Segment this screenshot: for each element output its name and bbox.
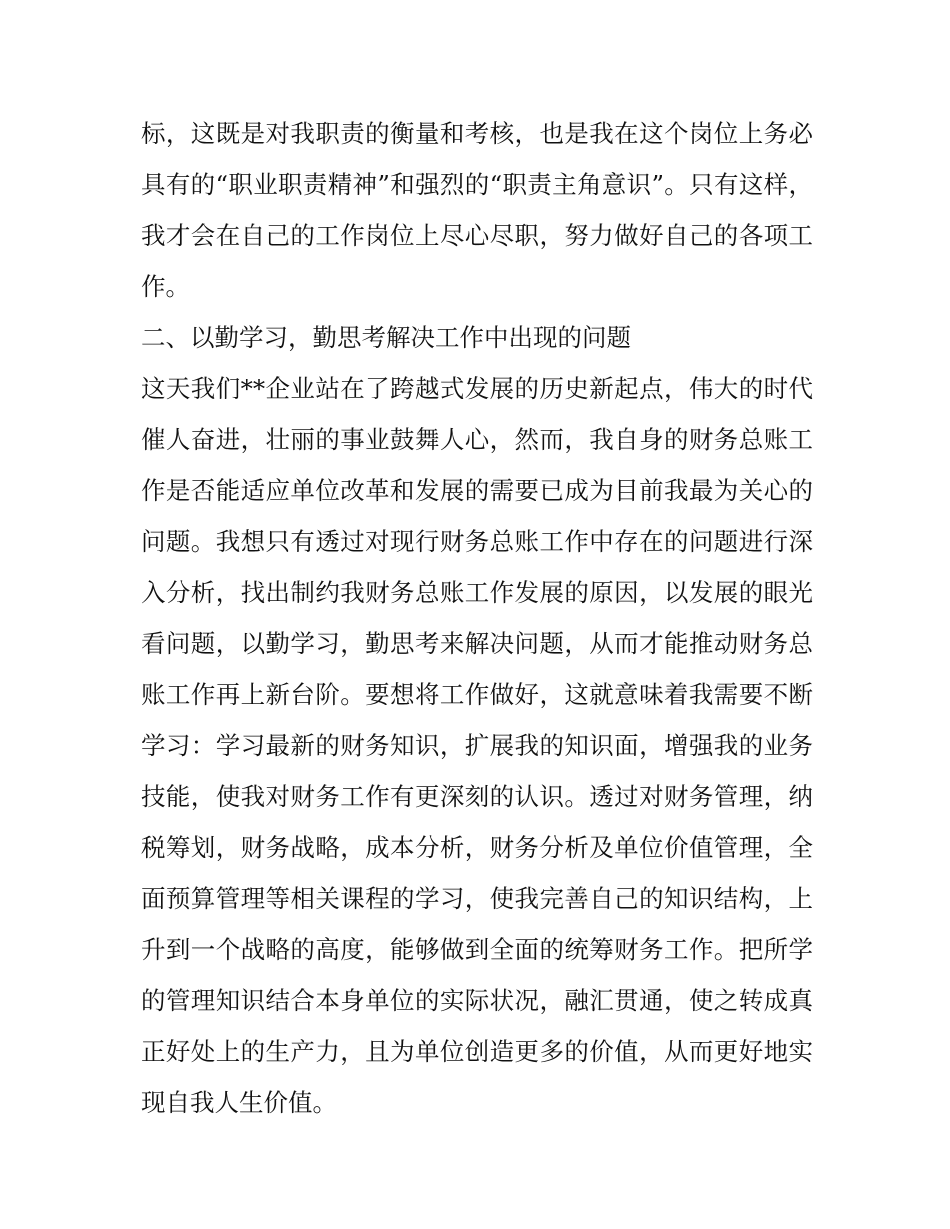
text-line: 升到一个战略的高度，能够做到全面的统筹财务工作。把所学	[141, 935, 813, 964]
text-line: 面预算管理等相关课程的学习，使我完善自己的知识结构，上	[141, 884, 813, 913]
text-line: 标，这既是对我职责的衡量和考核，也是我在这个岗位上务必	[141, 119, 813, 148]
text-line: 现自我人生价值。	[141, 1088, 337, 1117]
text-line: 学习：学习最新的财务知识，扩展我的知识面，增强我的业务	[141, 731, 813, 760]
section-heading: 二、以勤学习，勤思考解决工作中出现的问题	[141, 323, 631, 352]
text-line: 这天我们**企业站在了跨越式发展的历史新起点，伟大的时代	[141, 374, 813, 403]
text-line: 账工作再上新台阶。要想将工作做好，这就意味着我需要不断	[141, 680, 813, 709]
text-line: 具有的“职业职责精神”和强烈的“职责主角意识”。只有这样，	[141, 170, 813, 199]
body-text	[141, 108, 813, 1128]
text-line: 正好处上的生产力，且为单位创造更多的价值，从而更好地实	[141, 1037, 813, 1066]
text-line: 作。	[141, 272, 190, 301]
text-line: 看问题，以勤学习，勤思考来解决问题，从而才能推动财务总	[141, 629, 813, 658]
text-line: 问题。我想只有透过对现行财务总账工作中存在的问题进行深	[141, 527, 813, 556]
text-line: 的管理知识结合本身单位的实际状况，融汇贯通，使之转成真	[141, 986, 813, 1015]
text-line: 催人奋进，壮丽的事业鼓舞人心，然而，我自身的财务总账工	[141, 425, 813, 454]
text-line: 入分析，找出制约我财务总账工作发展的原因，以发展的眼光	[141, 578, 813, 607]
text-line: 作是否能适应单位改革和发展的需要已成为目前我最为关心的	[141, 476, 813, 505]
text-line: 技能，使我对财务工作有更深刻的认识。透过对财务管理，纳	[141, 782, 813, 811]
text-line: 我才会在自己的工作岗位上尽心尽职，努力做好自己的各项工	[141, 221, 813, 250]
text-line: 税筹划，财务战略，成本分析，财务分析及单位价值管理，全	[141, 833, 813, 862]
